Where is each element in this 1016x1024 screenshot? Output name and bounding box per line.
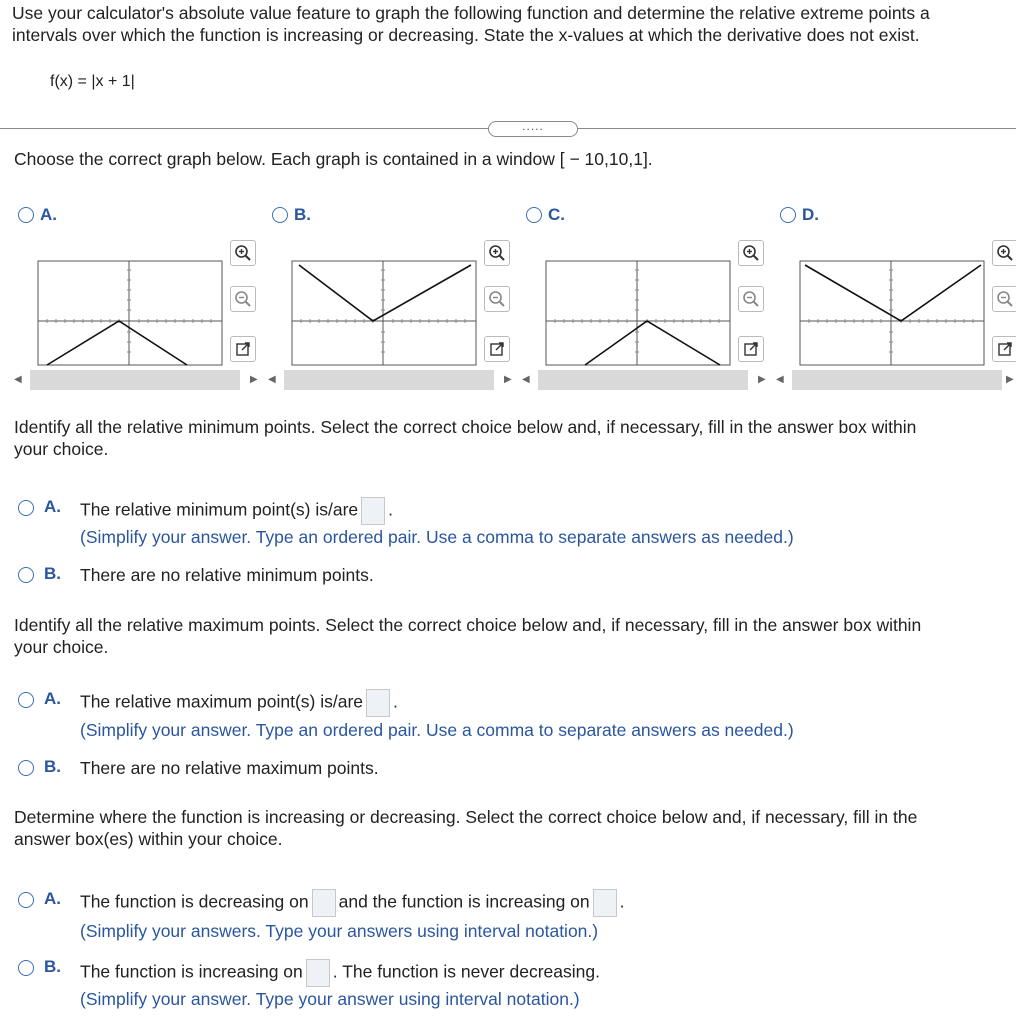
max-option-a-radio[interactable] [18, 692, 34, 708]
graph-option-b-zoom-in-icon[interactable] [484, 240, 510, 266]
graph-option-a-letter: A. [40, 205, 57, 224]
graph-option-d-scroll-right-icon[interactable]: ▶ [1006, 374, 1014, 385]
graph-option-d-zoom-in-icon[interactable] [992, 240, 1016, 266]
graph-option-c-zoom-in-icon[interactable] [738, 240, 764, 266]
instructions-line-2: intervals over which the function is increasing or decreasing. State the x-values at which the derivative does not exist. [12, 25, 920, 45]
graph-option-c-scroll-left-icon[interactable]: ◀ [522, 374, 530, 385]
graph-option-c-radio[interactable] [526, 207, 542, 223]
max-option-a-letter: A. [44, 689, 61, 708]
inc-option-b-hint: (Simplify your answer. Type your answer using interval notation.) [80, 989, 580, 1009]
graph-option-a-popout-icon[interactable] [230, 336, 256, 362]
graph-question: Choose the correct graph below. Each graph is contained in a window [ − 10,10,1]. [14, 149, 653, 169]
graph-option-d-radio[interactable] [780, 207, 796, 223]
graph-option-b-plot[interactable] [291, 260, 477, 366]
max-option-b-letter: B. [44, 757, 61, 776]
inc-option-b-text-1: The function is increasing on [80, 961, 303, 982]
max-prompt-line-1: Identify all the relative maximum points. Select the correct choice below and, if necessary, fill in the answer box within [14, 615, 922, 635]
inc-option-b [80, 959, 600, 987]
min-option-a: The relative minimum point(s) is/are . [80, 497, 393, 525]
inc-option-a-radio[interactable] [18, 892, 34, 908]
min-option-a-hint: (Simplify your answer. Type an ordered pair. Use a comma to separate answers as needed.) [80, 527, 794, 547]
inc-option-a-letter: A. [44, 889, 61, 908]
graph-option-a-plot[interactable] [37, 260, 223, 366]
graph-option-c-scrollbar[interactable] [538, 370, 748, 390]
max-option-b-radio[interactable] [18, 760, 34, 776]
function-label: f(x) = |x + 1| [50, 73, 135, 90]
graph-option-a-scroll-left-icon[interactable]: ◀ [14, 374, 22, 385]
inc-prompt-line-2: answer box(es) within your choice. [14, 829, 283, 849]
instructions [12, 2, 1016, 46]
inc-option-a-hint: (Simplify your answers. Type your answers using interval notation.) [80, 921, 599, 941]
graph-option-c-zoom-out-icon[interactable] [738, 286, 764, 312]
increasing-only-interval-box[interactable] [306, 959, 330, 987]
graph-option-d-popout-icon[interactable] [992, 336, 1016, 362]
min-option-b-radio[interactable] [18, 567, 34, 583]
min-option-a-radio[interactable] [18, 500, 34, 516]
max-option-a-hint: (Simplify your answer. Type an ordered pair. Use a comma to separate answers as needed.) [80, 720, 794, 740]
graph-option-d-letter: D. [802, 205, 819, 224]
expand-button[interactable]: ..... [488, 121, 578, 137]
graph-option-c [520, 200, 774, 395]
max-option-b-text: There are no relative maximum points. [80, 758, 379, 778]
inc-prompt [14, 806, 917, 850]
graph-option-b-scroll-left-icon[interactable]: ◀ [268, 374, 276, 385]
min-prompt-line-1: Identify all the relative minimum points. Select the correct choice below and, if necessary, fill in the answer box within [14, 417, 917, 437]
graph-option-b-radio[interactable] [272, 207, 288, 223]
decreasing-interval-box[interactable] [312, 889, 336, 917]
increasing-interval-box[interactable] [593, 889, 617, 917]
min-option-a-text: The relative minimum point(s) is/are [80, 499, 359, 520]
max-option-a-text: The relative maximum point(s) is/are [80, 691, 363, 712]
graph-option-b-popout-icon[interactable] [484, 336, 510, 362]
inc-option-b-letter: B. [44, 957, 61, 976]
min-option-a-letter: A. [44, 497, 61, 516]
graph-option-a-zoom-in-icon[interactable] [230, 240, 256, 266]
graph-option-d-zoom-out-icon[interactable] [992, 286, 1016, 312]
graph-option-a-scroll-right-icon[interactable]: ▶ [250, 374, 258, 385]
max-option-a: The relative maximum point(s) is/are . [80, 689, 398, 717]
graph-option-b-zoom-out-icon[interactable] [484, 286, 510, 312]
graph-option-b [266, 200, 520, 395]
min-prompt [14, 416, 916, 460]
max-prompt [14, 614, 921, 658]
graph-option-c-letter: C. [548, 205, 565, 224]
inc-option-b-text-2: . The function is never decreasing. [332, 961, 600, 982]
inc-option-a-text-2: and the function is increasing on [338, 891, 590, 912]
graph-option-a-zoom-out-icon[interactable] [230, 286, 256, 312]
graph-option-c-plot[interactable] [545, 260, 731, 366]
inc-option-b-radio[interactable] [18, 960, 34, 976]
min-option-b-letter: B. [44, 564, 61, 583]
inc-option-a-text-1: The function is decreasing on [80, 891, 309, 912]
min-answer-box[interactable] [361, 497, 385, 525]
graph-option-b-letter: B. [294, 205, 311, 224]
graph-option-d-scroll-left-icon[interactable]: ◀ [776, 374, 784, 385]
instructions-line-1: Use your calculator's absolute value feature to graph the following function and determine the relative extreme points a [12, 3, 930, 23]
graph-option-d-scrollbar[interactable] [792, 370, 1002, 390]
min-option-b-text: There are no relative minimum points. [80, 565, 374, 585]
graph-option-d [774, 200, 1016, 395]
inc-prompt-line-1: Determine where the function is increasing or decreasing. Select the correct choice below and, if necessary, fill in the [14, 807, 918, 827]
min-prompt-line-2: your choice. [14, 439, 109, 459]
graph-option-c-scroll-right-icon[interactable]: ▶ [758, 374, 766, 385]
max-prompt-line-2: your choice. [14, 637, 109, 657]
graph-option-a [12, 200, 266, 395]
graph-option-a-radio[interactable] [18, 207, 34, 223]
inc-option-a: The function is decreasing on and the function is increasing on . [80, 889, 625, 917]
max-answer-box[interactable] [366, 689, 390, 717]
graph-option-c-popout-icon[interactable] [738, 336, 764, 362]
graph-option-b-scroll-right-icon[interactable]: ▶ [504, 374, 512, 385]
graph-option-d-plot[interactable] [799, 260, 985, 366]
graph-option-a-scrollbar[interactable] [30, 370, 240, 390]
graph-option-b-scrollbar[interactable] [284, 370, 494, 390]
